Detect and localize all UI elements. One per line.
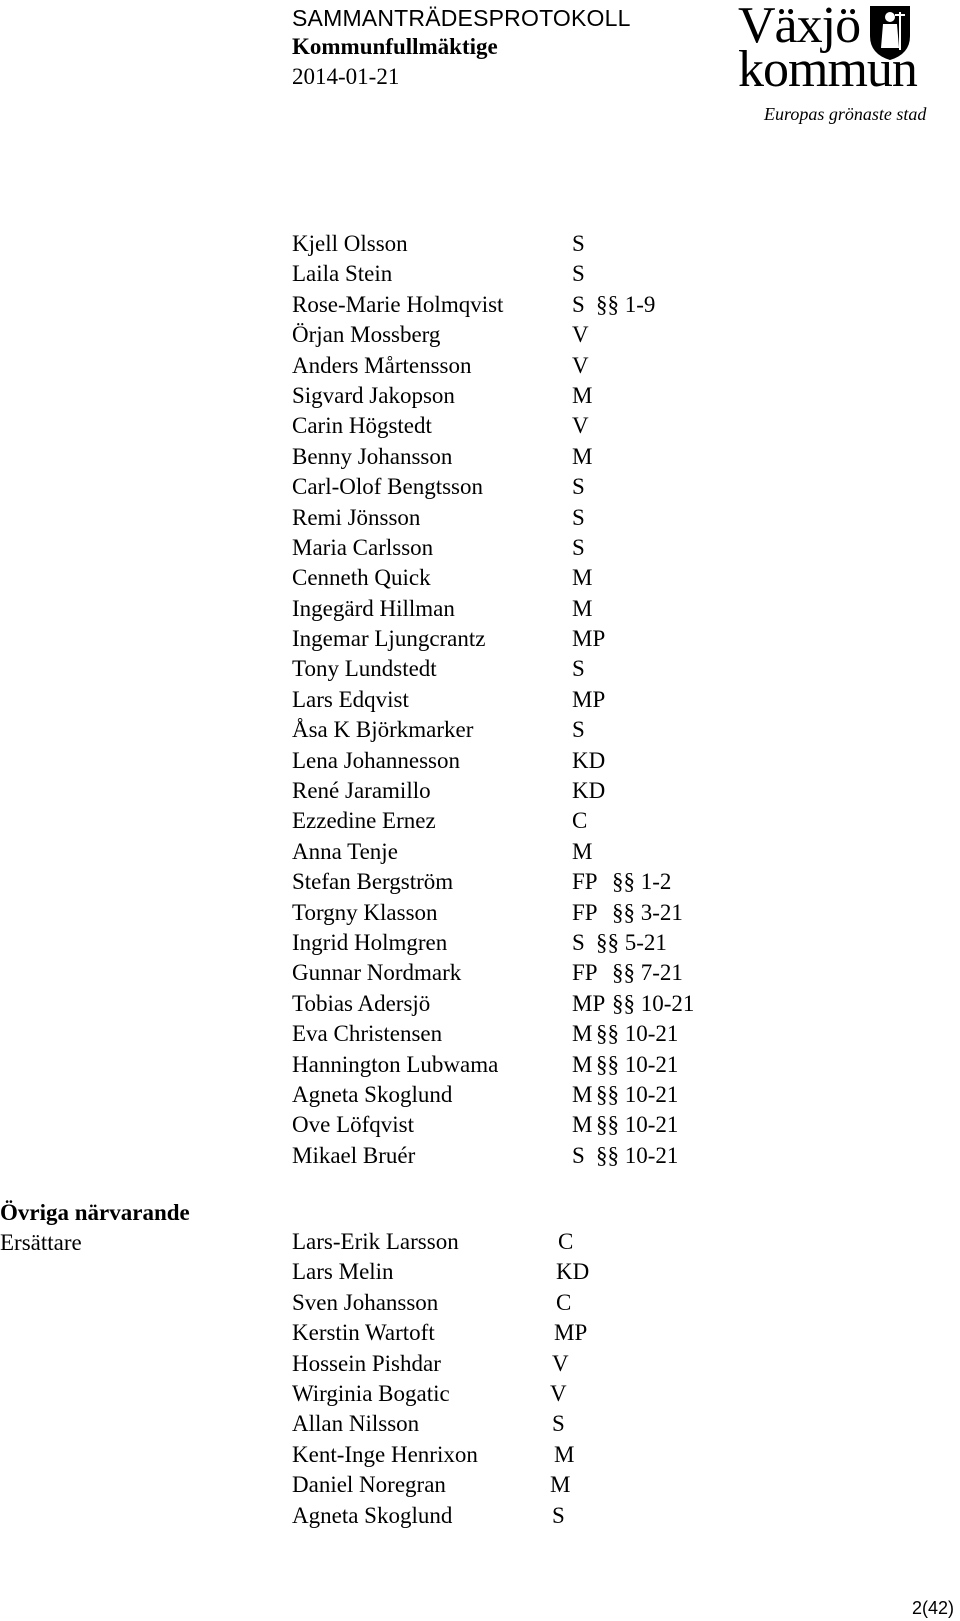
substitutes-label: Ersättare xyxy=(0,1230,82,1255)
paragraph-range: §§ 1-9 xyxy=(596,291,656,317)
member-party: S xyxy=(572,717,585,743)
member-party: V xyxy=(572,413,589,439)
member-party: V xyxy=(552,1350,569,1376)
paragraph-range: §§ 5-21 xyxy=(596,929,667,955)
member-name: Lars Melin xyxy=(292,1259,394,1285)
member-name: René Jaramillo xyxy=(292,778,431,804)
member-party: M xyxy=(572,1051,593,1077)
page-number: 2(42) xyxy=(912,1598,955,1618)
member-name: Anna Tenje xyxy=(292,838,398,864)
member-party: S xyxy=(572,474,585,500)
member-party: MP xyxy=(572,990,606,1016)
organization-name: Kommunfullmäktige xyxy=(292,34,498,59)
member-name: Stefan Bergström xyxy=(292,869,454,895)
paragraph-range: §§ 1-2 xyxy=(612,869,672,895)
member-name: Remi Jönsson xyxy=(292,504,421,530)
member-party: M xyxy=(572,443,593,469)
member-party: S xyxy=(572,261,585,287)
other-present-heading: Övriga närvarande xyxy=(0,1200,190,1225)
paragraph-range: §§ 7-21 xyxy=(612,960,683,986)
member-name: Allan Nilsson xyxy=(292,1411,420,1437)
member-party: V xyxy=(572,322,589,348)
member-party: S xyxy=(572,291,585,317)
member-name: Daniel Noregran xyxy=(292,1472,446,1498)
paragraph-range: §§ 3-21 xyxy=(612,899,683,925)
member-name: Kent-Inge Henrixon xyxy=(292,1441,478,1467)
member-party: V xyxy=(572,352,589,378)
member-name: Ingegärd Hillman xyxy=(292,595,455,621)
member-party: S xyxy=(572,656,585,682)
logo-wordmark-line2: kommun xyxy=(738,41,917,98)
member-name: Lars Edqvist xyxy=(292,686,409,712)
member-name: Åsa K Björkmarker xyxy=(292,717,474,743)
member-name: Maria Carlsson xyxy=(292,534,434,560)
member-party: S xyxy=(572,534,585,560)
member-party: V xyxy=(550,1380,567,1406)
paragraph-range: §§ 10-21 xyxy=(612,990,695,1016)
member-party: KD xyxy=(572,747,606,773)
member-name: Wirginia Bogatic xyxy=(292,1380,450,1406)
member-party: M xyxy=(572,595,593,621)
member-name: Örjan Mossberg xyxy=(292,322,441,348)
member-name: Carin Högstedt xyxy=(292,413,432,439)
member-name: Torgny Klasson xyxy=(292,899,438,925)
member-party: MP xyxy=(572,626,606,652)
paragraph-range: §§ 10-21 xyxy=(596,1081,679,1107)
member-party: M xyxy=(550,1472,571,1498)
member-party: KD xyxy=(572,778,606,804)
member-name: Ingemar Ljungcrantz xyxy=(292,626,486,652)
paragraph-range: §§ 10-21 xyxy=(596,1051,679,1077)
member-name: Agneta Skoglund xyxy=(292,1502,453,1528)
member-party: FP xyxy=(572,960,598,986)
member-name: Hannington Lubwama xyxy=(292,1051,499,1077)
member-party: M xyxy=(572,1112,593,1138)
paragraph-range: §§ 10-21 xyxy=(596,1142,679,1168)
vaxjo-kommun-logo xyxy=(738,0,954,130)
member-party: S xyxy=(572,929,585,955)
member-name: Cenneth Quick xyxy=(292,565,431,591)
member-party: M xyxy=(572,565,593,591)
member-name: Lena Johannesson xyxy=(292,747,460,773)
member-party: MP xyxy=(554,1320,588,1346)
member-name: Sven Johansson xyxy=(292,1289,439,1315)
member-name: Anders Mårtensson xyxy=(292,352,472,378)
paragraph-range: §§ 10-21 xyxy=(596,1112,679,1138)
member-party: C xyxy=(558,1229,574,1254)
member-party: S xyxy=(572,231,585,256)
member-party: C xyxy=(556,1289,572,1315)
member-name: Sigvard Jakopson xyxy=(292,382,455,408)
member-party: M xyxy=(572,382,593,408)
member-party: S xyxy=(552,1411,565,1437)
member-party: MP xyxy=(572,686,606,712)
member-party: S xyxy=(552,1502,565,1528)
member-name: Lars-Erik Larsson xyxy=(292,1229,459,1254)
member-party: M xyxy=(572,838,593,864)
document-date: 2014-01-21 xyxy=(292,64,400,89)
member-name: Eva Christensen xyxy=(292,1021,443,1047)
member-party: S xyxy=(572,1142,585,1168)
member-party: C xyxy=(572,808,588,834)
member-party: FP xyxy=(572,899,598,925)
document-header xyxy=(292,4,631,92)
member-name: Kjell Olsson xyxy=(292,231,408,256)
member-name: Ezzedine Ernez xyxy=(292,808,436,834)
member-name: Laila Stein xyxy=(292,261,393,287)
member-name: Kerstin Wartoft xyxy=(292,1320,435,1346)
member-name: Gunnar Nordmark xyxy=(292,960,462,986)
member-party: S xyxy=(572,504,585,530)
member-name: Hossein Pishdar xyxy=(292,1350,441,1376)
member-party: FP xyxy=(572,869,598,895)
member-name: Mikael Bruér xyxy=(292,1142,416,1168)
logo-tagline: Europas grönaste stad xyxy=(764,104,927,124)
member-name: Benny Johansson xyxy=(292,443,453,469)
document-type: SAMMANTRÄDESPROTOKOLL xyxy=(292,5,631,31)
member-name: Tony Lundstedt xyxy=(292,656,437,682)
member-name: Rose-Marie Holmqvist xyxy=(292,291,504,317)
member-name: Agneta Skoglund xyxy=(292,1081,453,1107)
member-party: KD xyxy=(556,1259,590,1285)
member-name: Ove Löfqvist xyxy=(292,1112,415,1138)
member-name: Carl-Olof Bengtsson xyxy=(292,474,484,500)
member-name: Ingrid Holmgren xyxy=(292,929,448,955)
member-party: M xyxy=(572,1081,593,1107)
paragraph-range: §§ 10-21 xyxy=(596,1021,679,1047)
member-party: M xyxy=(554,1441,575,1467)
member-name: Tobias Adersjö xyxy=(292,990,431,1016)
member-party: M xyxy=(572,1021,593,1047)
logo-wordmark-line1: Växjö xyxy=(738,0,861,54)
